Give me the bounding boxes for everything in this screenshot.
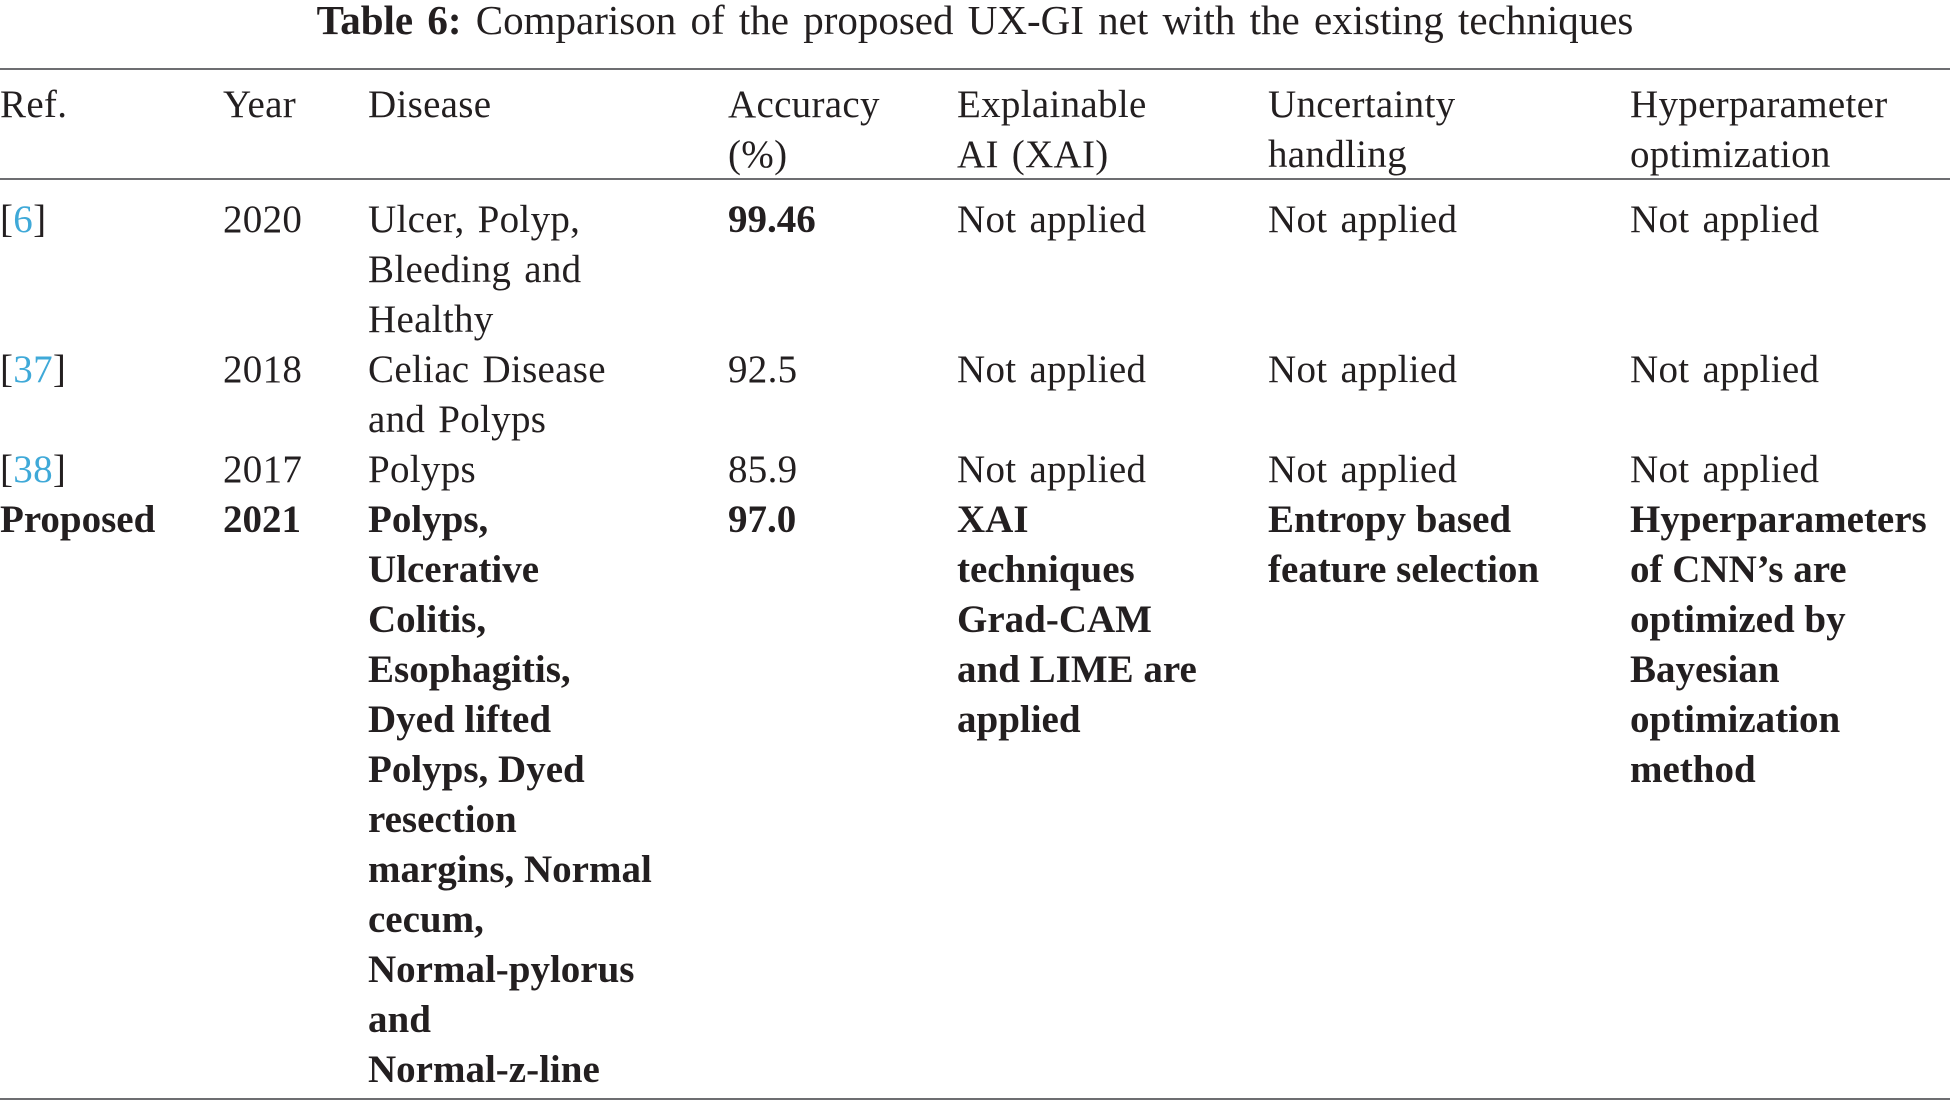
xai-line: applied	[957, 698, 1081, 741]
cell-disease	[368, 195, 668, 345]
uncertainty-line: Not applied	[1268, 448, 1458, 491]
hyper-line: Hyperparameters	[1630, 498, 1927, 541]
uncertainty-line: Not applied	[1268, 198, 1458, 241]
cell-uncertainty	[1268, 345, 1568, 395]
header-ref-text: Ref.	[0, 83, 68, 126]
disease-line: and Polyps	[368, 398, 547, 441]
cell-disease	[368, 345, 668, 445]
header-ref	[0, 80, 215, 130]
disease-line: Healthy	[368, 298, 494, 341]
disease-line: Ulcerative	[368, 548, 540, 591]
hyper-line: Not applied	[1630, 198, 1820, 241]
cell-ref: [38]	[0, 448, 67, 491]
xai-line: and LIME are	[957, 648, 1197, 691]
header-hyper-line1: Hyperparameter	[1630, 83, 1888, 126]
cell-accuracy: 97.0	[728, 498, 797, 541]
cell-year: 2017	[223, 448, 303, 491]
xai-line: Not applied	[957, 348, 1147, 391]
cell-accuracy: 85.9	[728, 448, 798, 491]
disease-line: Colitis,	[368, 598, 487, 641]
cell-ref: [37]	[0, 348, 67, 391]
cell-disease	[368, 445, 668, 495]
disease-line: Normal-pylorus	[368, 948, 635, 991]
disease-line: Bleeding and	[368, 248, 582, 291]
cell-uncertainty	[1268, 445, 1568, 495]
hyper-line: optimized by	[1630, 598, 1846, 641]
cell-hyper	[1630, 495, 1950, 795]
header-year	[223, 80, 358, 130]
citation-link[interactable]: 6	[13, 198, 34, 241]
xai-line: techniques	[957, 548, 1135, 591]
table-caption	[0, 0, 1950, 46]
header-hyper-line2: optimization	[1630, 133, 1831, 176]
bottom-rule	[0, 1098, 1950, 1100]
citation-link[interactable]: 37	[13, 348, 53, 391]
header-rule	[0, 178, 1950, 180]
cell-hyper	[1630, 345, 1950, 395]
header-accuracy-line2: (%)	[728, 133, 788, 176]
header-xai	[957, 80, 1237, 180]
cell-accuracy: 99.46	[728, 198, 816, 241]
uncertainty-line: Entropy based	[1268, 498, 1512, 541]
citation-link[interactable]: 38	[13, 448, 53, 491]
header-uncertainty-line2: handling	[1268, 133, 1407, 176]
header-accuracy-line1: Accuracy	[728, 83, 880, 126]
disease-line: and	[368, 998, 431, 1041]
xai-line: Not applied	[957, 198, 1147, 241]
disease-line: Polyps,	[368, 498, 489, 541]
disease-line: Ulcer, Polyp,	[368, 198, 581, 241]
disease-line: Polyps	[368, 448, 477, 491]
header-year-text: Year	[223, 83, 297, 126]
hyper-line: Not applied	[1630, 448, 1820, 491]
hyper-line: optimization	[1630, 698, 1841, 741]
disease-line: margins, Normal	[368, 848, 652, 891]
caption-label: Table 6:	[316, 0, 462, 43]
header-xai-line1: Explainable	[957, 83, 1147, 126]
cell-accuracy: 92.5	[728, 348, 798, 391]
disease-line: Celiac Disease	[368, 348, 606, 391]
cell-year: 2018	[223, 348, 303, 391]
xai-line: XAI	[957, 498, 1029, 541]
cell-uncertainty	[1268, 195, 1568, 245]
cell-year: 2021	[223, 498, 301, 541]
disease-line: resection	[368, 798, 517, 841]
hyper-line: of CNN’s are	[1630, 548, 1847, 591]
cell-hyper	[1630, 445, 1950, 495]
caption-text: Comparison of the proposed UX-GI net with the existing techniques	[475, 0, 1634, 43]
top-rule	[0, 68, 1950, 70]
hyper-line: Bayesian	[1630, 648, 1780, 691]
cell-xai	[957, 495, 1237, 745]
header-disease-text: Disease	[368, 83, 492, 126]
disease-line: Esophagitis,	[368, 648, 571, 691]
cell-disease	[368, 495, 668, 1095]
disease-line: cecum,	[368, 898, 484, 941]
disease-line: Polyps, Dyed	[368, 748, 585, 791]
header-accuracy	[728, 80, 928, 180]
cell-uncertainty	[1268, 495, 1568, 595]
disease-line: Normal-z-line	[368, 1048, 600, 1091]
cell-ref: [6]	[0, 198, 47, 241]
header-disease	[368, 80, 668, 130]
xai-line: Not applied	[957, 448, 1147, 491]
header-xai-line2: AI (XAI)	[957, 133, 1109, 176]
header-uncertainty	[1268, 80, 1568, 180]
uncertainty-line: feature selection	[1268, 548, 1540, 591]
xai-line: Grad-CAM	[957, 598, 1152, 641]
hyper-line: method	[1630, 748, 1756, 791]
cell-xai	[957, 195, 1237, 245]
hyper-line: Not applied	[1630, 348, 1820, 391]
header-hyper	[1630, 80, 1950, 180]
cell-ref: Proposed	[0, 498, 156, 541]
header-uncertainty-line1: Uncertainty	[1268, 83, 1456, 126]
cell-year: 2020	[223, 198, 303, 241]
disease-line: Dyed lifted	[368, 698, 552, 741]
cell-xai	[957, 445, 1237, 495]
cell-xai	[957, 345, 1237, 395]
uncertainty-line: Not applied	[1268, 348, 1458, 391]
cell-hyper	[1630, 195, 1950, 245]
